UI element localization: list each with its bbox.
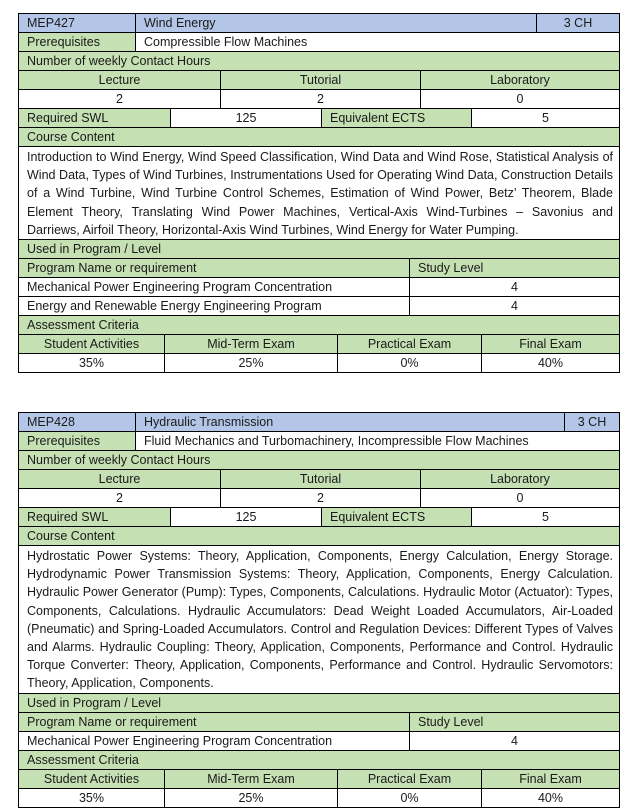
tutorial-header: Tutorial — [220, 470, 420, 488]
ects-label: Equivalent ECTS — [321, 109, 471, 127]
prerequisites-value: Fluid Mechanics and Turbomachinery, Incompressible Flow Machines — [135, 432, 619, 450]
tutorial-header: Tutorial — [220, 71, 420, 89]
used-in-label: Used in Program / Level — [19, 694, 619, 712]
laboratory-hours: 0 — [420, 489, 619, 507]
used-in-label: Used in Program / Level — [19, 240, 619, 258]
assessment-header-row — [18, 334, 620, 353]
program-header: Program Name or requirement — [19, 259, 409, 277]
lecture-header: Lecture — [19, 71, 220, 89]
practical-header: Practical Exam — [337, 335, 481, 353]
course-content-label-row — [18, 526, 620, 545]
contact-hours-value-row — [18, 89, 620, 108]
laboratory-header: Laboratory — [420, 470, 619, 488]
assessment-header-row — [18, 769, 620, 788]
midterm-header: Mid-Term Exam — [164, 770, 337, 788]
program-level: 4 — [409, 297, 619, 315]
practical-header: Practical Exam — [337, 770, 481, 788]
midterm-header: Mid-Term Exam — [164, 335, 337, 353]
program-header-row — [18, 258, 620, 277]
credit-hours: 3 CH — [564, 413, 619, 431]
assessment-label-row — [18, 315, 620, 334]
assessment-label: Assessment Criteria — [19, 751, 619, 769]
course-content-label-row — [18, 127, 620, 146]
program-row — [18, 731, 620, 750]
contact-hours-label-row — [18, 450, 620, 469]
practical-value: 0% — [337, 354, 481, 372]
midterm-value: 25% — [164, 354, 337, 372]
assessment-value-row — [18, 353, 620, 373]
prerequisites-label: Prerequisites — [19, 432, 135, 450]
tutorial-hours: 2 — [220, 489, 420, 507]
contact-hours-label: Number of weekly Contact Hours — [19, 451, 619, 469]
lecture-header: Lecture — [19, 470, 220, 488]
practical-value: 0% — [337, 789, 481, 807]
prerequisites-row — [18, 32, 620, 51]
swl-label: Required SWL — [19, 508, 170, 526]
student-activities-value: 35% — [19, 789, 164, 807]
course-content-label: Course Content — [19, 527, 619, 545]
ects-value: 5 — [471, 508, 619, 526]
program-header-row — [18, 712, 620, 731]
final-value: 40% — [481, 354, 619, 372]
lecture-hours: 2 — [19, 90, 220, 108]
course-header-row — [18, 13, 620, 32]
final-header: Final Exam — [481, 770, 619, 788]
course-content-label: Course Content — [19, 128, 619, 146]
study-level-header: Study Level — [409, 259, 619, 277]
student-activities-header: Student Activities — [19, 335, 164, 353]
lecture-hours: 2 — [19, 489, 220, 507]
program-row — [18, 277, 620, 296]
contact-hours-value-row — [18, 488, 620, 507]
program-name: Mechanical Power Engineering Program Concentration — [19, 732, 409, 750]
contact-hours-header-row — [18, 469, 620, 488]
prerequisites-row — [18, 431, 620, 450]
course-table-mep428 — [18, 412, 620, 808]
course-title: Wind Energy — [135, 14, 536, 32]
final-value: 40% — [481, 789, 619, 807]
workload-row — [18, 507, 620, 526]
swl-value: 125 — [170, 109, 321, 127]
prerequisites-label: Prerequisites — [19, 33, 135, 51]
course-table-mep427 — [18, 13, 620, 373]
contact-hours-header-row — [18, 70, 620, 89]
assessment-label-row — [18, 750, 620, 769]
program-level: 4 — [409, 278, 619, 296]
course-content-text: Hydrostatic Power Systems: Theory, Application, Components, Energy Calculation, Energy Storage. Hydrodynamic Power Transmission Systems: Theory, Application, Components, Energy Calculation. Hydraulic Power Generator (Pump): Types, Components, Calculations. Hydraulic Motor (Actuator): Types, Components, Calculations. Hydraulic Accumulators: Dead Weight Loaded Accumulators, Air-Loaded (Pneumatic) and Spring-Loaded Accumulators. Control and Regulation Devices: Different Types of Valves and Alarms. Hydraulic Coupling: Theory, Application, Components, Performance and Control. Hydraulic Torque Converter: Theory, Application, Components, Performance and Control. Hydraulic Servomotors: Theory, Application, Components. — [19, 546, 619, 693]
used-in-label-row — [18, 693, 620, 712]
laboratory-header: Laboratory — [420, 71, 619, 89]
used-in-label-row — [18, 239, 620, 258]
midterm-value: 25% — [164, 789, 337, 807]
swl-value: 125 — [170, 508, 321, 526]
program-header: Program Name or requirement — [19, 713, 409, 731]
laboratory-hours: 0 — [420, 90, 619, 108]
swl-label: Required SWL — [19, 109, 170, 127]
program-level: 4 — [409, 732, 619, 750]
course-code: MEP428 — [19, 413, 135, 431]
course-content-row — [18, 146, 620, 239]
ects-label: Equivalent ECTS — [321, 508, 471, 526]
student-activities-header: Student Activities — [19, 770, 164, 788]
final-header: Final Exam — [481, 335, 619, 353]
course-code: MEP427 — [19, 14, 135, 32]
student-activities-value: 35% — [19, 354, 164, 372]
course-content-text: Introduction to Wind Energy, Wind Speed Classification, Wind Data and Wind Rose, Statistical Analysis of Wind Data, Types of Wind Turbines, Instrumentations Used for Operating Wind Data, Construction Details of a Wind Turbine, Wind Turbine Control Schemes, Estimation of Wind Power, Betz’ Theorem, Blade Element Theory, Translating Wind Power Machines, Vertical-Axis Wind-Turbines – Savonius and Darriews, Airfoil Theory, Horizontal-Axis Wind Turbines, Wind Energy for Water Pumping. — [19, 147, 619, 239]
tutorial-hours: 2 — [220, 90, 420, 108]
contact-hours-label: Number of weekly Contact Hours — [19, 52, 619, 70]
program-name: Energy and Renewable Energy Engineering Program — [19, 297, 409, 315]
course-header-row — [18, 412, 620, 431]
program-name: Mechanical Power Engineering Program Concentration — [19, 278, 409, 296]
study-level-header: Study Level — [409, 713, 619, 731]
assessment-value-row — [18, 788, 620, 808]
workload-row — [18, 108, 620, 127]
course-title: Hydraulic Transmission — [135, 413, 564, 431]
credit-hours: 3 CH — [536, 14, 619, 32]
program-row — [18, 296, 620, 315]
contact-hours-label-row — [18, 51, 620, 70]
course-content-row — [18, 545, 620, 693]
ects-value: 5 — [471, 109, 619, 127]
assessment-label: Assessment Criteria — [19, 316, 619, 334]
prerequisites-value: Compressible Flow Machines — [135, 33, 619, 51]
